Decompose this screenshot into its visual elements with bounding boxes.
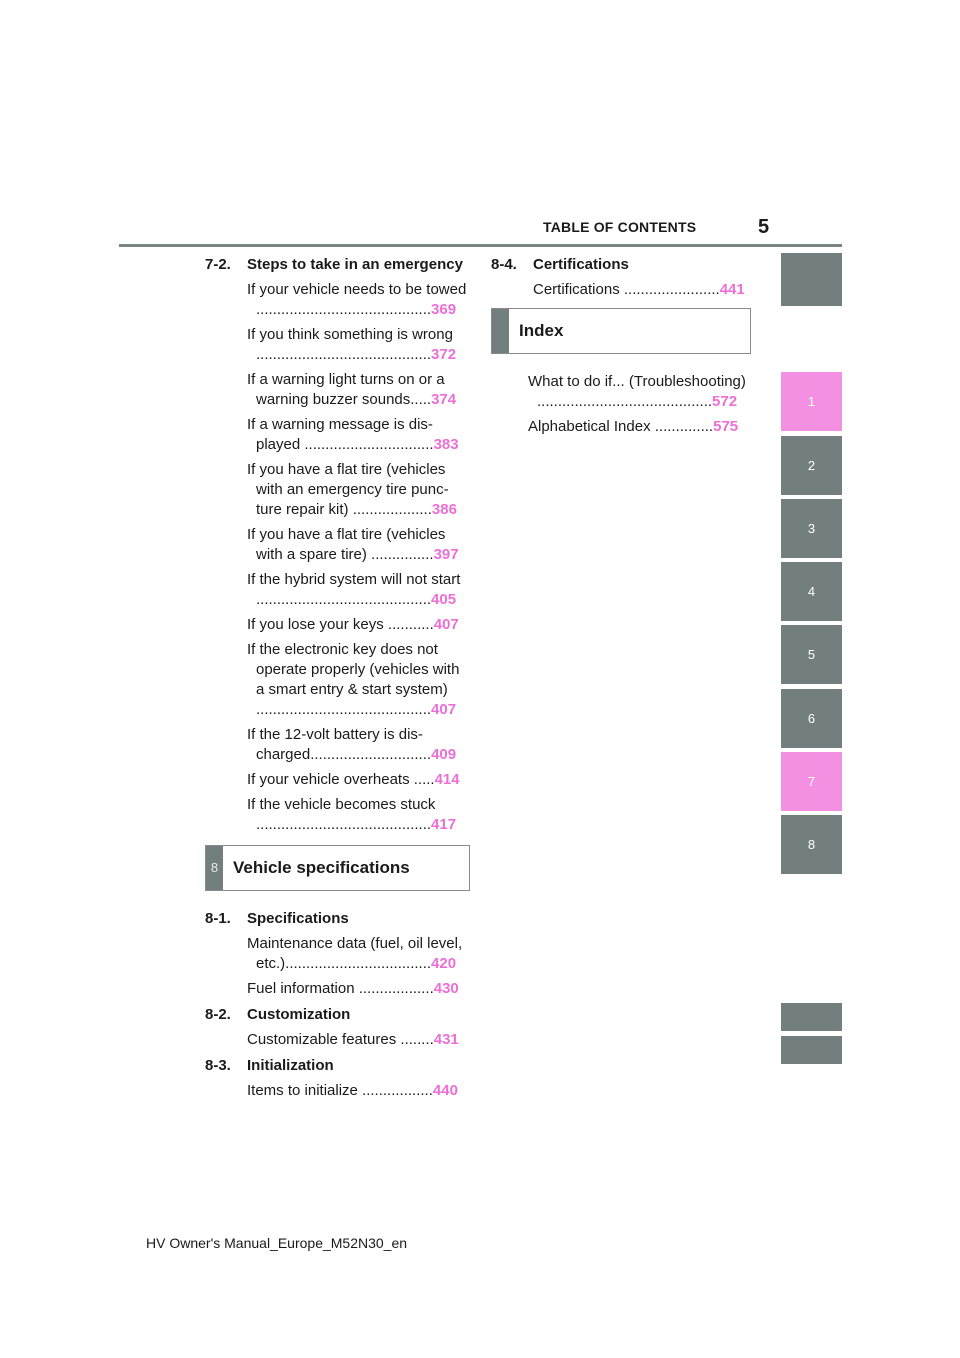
toc-page-link[interactable]: 383 <box>433 436 459 453</box>
section-heading[interactable] <box>205 1056 470 1076</box>
side-tab-chapter-8[interactable]: 8 <box>781 815 842 874</box>
section-title: Customization <box>247 1006 351 1023</box>
toc-entry[interactable] <box>247 525 470 565</box>
toc-entry-text: If the vehicle becomes stuck .......................................... <box>247 796 436 833</box>
section-number: 8-4. <box>491 256 517 273</box>
toc-entry-list <box>486 372 751 437</box>
toc-page-link[interactable]: 369 <box>431 301 457 318</box>
toc-entry-list <box>491 280 751 300</box>
toc-page-link[interactable]: 430 <box>433 980 459 997</box>
toc-left-column <box>205 255 470 1106</box>
toc-entry-text: If you have a flat tire (vehicles with an emergency tire punc- ture repair kit) ................... <box>247 461 449 518</box>
toc-entry[interactable] <box>247 1081 470 1101</box>
toc-entry[interactable] <box>247 615 470 635</box>
toc-entry-text: What to do if... (Troubleshooting) .......................................... <box>528 373 746 410</box>
toc-entry-text: If the hybrid system will not start .......................................... <box>247 571 461 608</box>
toc-entry-text: Certifications ....................... <box>533 281 720 298</box>
page-number: 5 <box>758 216 770 238</box>
side-tab-chapter-3[interactable]: 3 <box>781 499 842 558</box>
toc-entry[interactable] <box>528 417 751 437</box>
toc-entry-text: If the electronic key does not operate properly (vehicles with a smart entry & start system) .......................................... <box>247 641 460 718</box>
footer-text: HV Owner's Manual_Europe_M52N30_en <box>146 1235 408 1251</box>
section-heading[interactable] <box>205 909 470 929</box>
side-tab-index-b[interactable] <box>781 1036 842 1064</box>
toc-entry[interactable] <box>247 1030 470 1050</box>
section-heading[interactable] <box>205 255 470 275</box>
toc-entry[interactable] <box>247 640 470 720</box>
toc-right-column <box>491 255 751 442</box>
chapter-title: Vehicle specifications <box>233 858 410 877</box>
header-rule <box>119 244 842 247</box>
section-number: 8-2. <box>205 1006 231 1023</box>
toc-entry-list <box>205 1030 470 1050</box>
toc-entry-text: If your vehicle needs to be towed .......................................... <box>247 281 467 318</box>
chapter-tab: 8 <box>206 846 223 890</box>
toc-page-link[interactable]: 440 <box>432 1082 458 1099</box>
index-heading[interactable] <box>491 308 751 354</box>
toc-entry-text: If your vehicle overheats ..... <box>247 771 435 788</box>
toc-entry-text: Customizable features ........ <box>247 1031 434 1048</box>
toc-entry-text: Alphabetical Index .............. <box>528 418 714 435</box>
toc-entry[interactable] <box>528 372 751 412</box>
toc-page-link[interactable]: 417 <box>431 816 457 833</box>
side-tab-top[interactable] <box>781 253 842 306</box>
toc-entry-text: If you have a flat tire (vehicles with a spare tire) ............... <box>247 526 446 563</box>
toc-entry-text: If you think something is wrong .......................................... <box>247 326 453 363</box>
toc-page-link[interactable]: 407 <box>433 616 459 633</box>
toc-entry-text: If a warning light turns on or a warning buzzer sounds..... <box>247 371 445 408</box>
toc-entry[interactable] <box>247 934 470 974</box>
toc-entry-text: If you lose your keys ........... <box>247 616 434 633</box>
section-title: Specifications <box>247 910 349 927</box>
toc-entry-text: Items to initialize ................. <box>247 1082 433 1099</box>
section-title: Steps to take in an emergency <box>247 256 463 273</box>
toc-entry[interactable] <box>247 979 470 999</box>
section-number: 7-2. <box>205 256 231 273</box>
section-number: 8-3. <box>205 1057 231 1074</box>
side-tab-chapter-2[interactable]: 2 <box>781 436 842 495</box>
section-heading[interactable] <box>491 255 751 275</box>
toc-entry-text: If a warning message is dis- played ............................... <box>247 416 434 453</box>
toc-entry[interactable] <box>247 370 470 410</box>
toc-entry-text: Fuel information .................. <box>247 980 434 997</box>
toc-entry[interactable] <box>247 725 470 765</box>
toc-entry[interactable] <box>247 325 470 365</box>
toc-entry[interactable] <box>247 415 470 455</box>
toc-page-link[interactable]: 386 <box>431 501 457 518</box>
chapter-tab <box>492 309 509 353</box>
toc-entry[interactable] <box>247 795 470 835</box>
side-tab-chapter-7[interactable]: 7 <box>781 752 842 811</box>
toc-page-link[interactable]: 409 <box>431 746 457 763</box>
toc-page-link[interactable]: 372 <box>431 346 457 363</box>
toc-page-link[interactable]: 414 <box>434 771 460 788</box>
header-title: TABLE OF CONTENTS <box>543 219 697 235</box>
toc-entry-text: Maintenance data (fuel, oil level, etc.)................................... <box>247 935 463 972</box>
side-tab-chapter-5[interactable]: 5 <box>781 625 842 684</box>
toc-page-link[interactable]: 420 <box>431 955 457 972</box>
side-tab-chapter-4[interactable]: 4 <box>781 562 842 621</box>
toc-entry[interactable] <box>247 570 470 610</box>
chapter-8-heading[interactable] <box>205 845 470 891</box>
toc-entry-list <box>205 280 470 835</box>
toc-page-link[interactable]: 374 <box>431 391 457 408</box>
side-tab-chapter-6[interactable]: 6 <box>781 689 842 748</box>
section-number: 8-1. <box>205 910 231 927</box>
section-title: Initialization <box>247 1057 334 1074</box>
toc-entry[interactable] <box>533 280 751 300</box>
toc-page-link[interactable]: 397 <box>433 546 459 563</box>
toc-entry-list <box>205 1081 470 1101</box>
toc-page-link[interactable]: 405 <box>431 591 457 608</box>
toc-page-link[interactable]: 407 <box>431 701 457 718</box>
toc-entry-list <box>205 934 470 999</box>
toc-page-link[interactable]: 572 <box>712 393 738 410</box>
toc-page-link[interactable]: 575 <box>713 418 739 435</box>
toc-page-link[interactable]: 441 <box>719 281 745 298</box>
toc-entry[interactable] <box>247 770 470 790</box>
side-tab-index-a[interactable] <box>781 1003 842 1031</box>
toc-entry[interactable] <box>247 460 470 520</box>
toc-page-link[interactable]: 431 <box>433 1031 459 1048</box>
section-title: Certifications <box>533 256 629 273</box>
side-tab-chapter-1[interactable]: 1 <box>781 372 842 431</box>
section-heading[interactable] <box>205 1005 470 1025</box>
toc-entry[interactable] <box>247 280 470 320</box>
chapter-title: Index <box>519 321 564 340</box>
toc-entry-text: If the 12-volt battery is dis- charged............................. <box>247 726 432 763</box>
